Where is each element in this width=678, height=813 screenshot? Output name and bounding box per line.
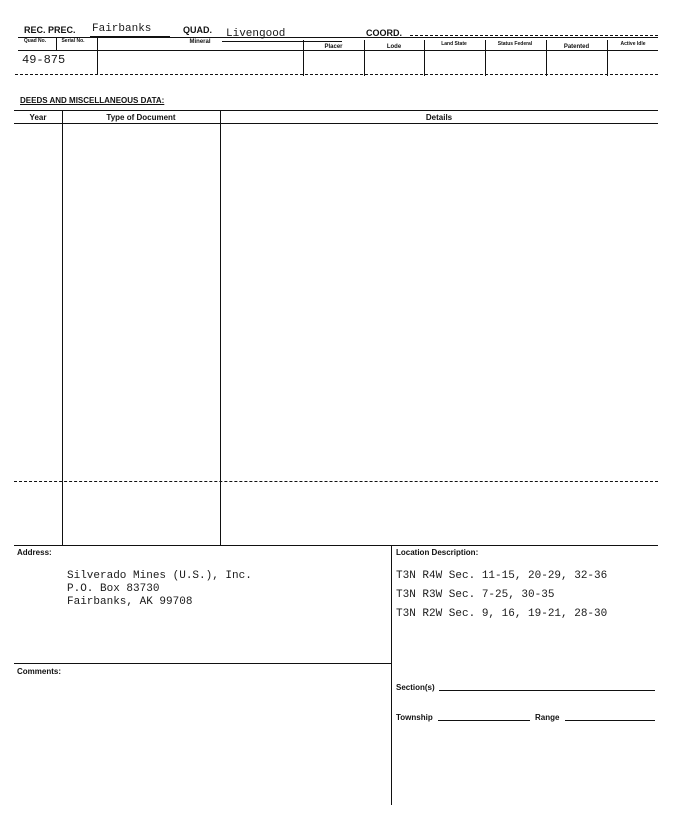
col-lode: Lode — [386, 44, 402, 50]
col-mineral: Mineral — [189, 39, 211, 45]
deeds-section-title: DEEDS AND MISCELLANEOUS DATA: — [20, 96, 165, 105]
location-line-2: T3N R3W Sec. 7-25, 30-35 — [396, 589, 555, 601]
location-line-1: T3N R4W Sec. 11-15, 20-29, 32-36 — [396, 570, 608, 582]
quad-label: QUAD. — [183, 25, 212, 35]
col-land-state: Land State — [441, 41, 467, 47]
location-line-3: T3N R2W Sec. 9, 16, 19-21, 28-30 — [396, 608, 608, 620]
col-patented: Patented — [563, 44, 590, 50]
col-quad-no: Quad No. — [23, 38, 47, 44]
deeds-dashed-divider — [14, 481, 658, 482]
col-placer: Placer — [324, 44, 343, 50]
col-type-of-document: Type of Document — [106, 113, 176, 122]
rec-prec-value: Fairbanks — [92, 23, 152, 35]
comments-label: Comments: — [17, 667, 62, 676]
address-line-1: Silverado Mines (U.S.), Inc. — [67, 570, 252, 582]
address-line-2: P.O. Box 83730 — [67, 583, 160, 595]
coord-label: COORD. — [366, 28, 402, 38]
coord-underline — [410, 35, 658, 36]
comments-divider — [14, 663, 391, 664]
table-bottom-line — [15, 74, 658, 75]
township-label: Township — [396, 713, 433, 722]
quad-value: Livengood — [226, 28, 286, 40]
table-header-line — [18, 50, 658, 51]
township-line — [438, 720, 530, 721]
col-serial-no: Serial No. — [61, 38, 85, 44]
table-top-line — [18, 37, 658, 38]
range-line — [565, 720, 655, 721]
col-details: Details — [425, 113, 453, 122]
location-description-label: Location Description: — [396, 548, 479, 557]
col-status-federal: Status Federal — [497, 41, 533, 47]
range-label: Range — [535, 713, 560, 722]
rec-prec-label: REC. PREC. — [24, 25, 76, 35]
location-divider — [391, 545, 392, 805]
address-label: Address: — [17, 548, 52, 557]
address-line-3: Fairbanks, AK 99708 — [67, 596, 193, 608]
col-year: Year — [29, 113, 47, 122]
sections-line — [439, 690, 655, 691]
col-active-idle: Active Idle — [620, 41, 646, 47]
sections-label: Section(s) — [396, 683, 435, 692]
quad-no-value: 49-875 — [22, 53, 66, 67]
